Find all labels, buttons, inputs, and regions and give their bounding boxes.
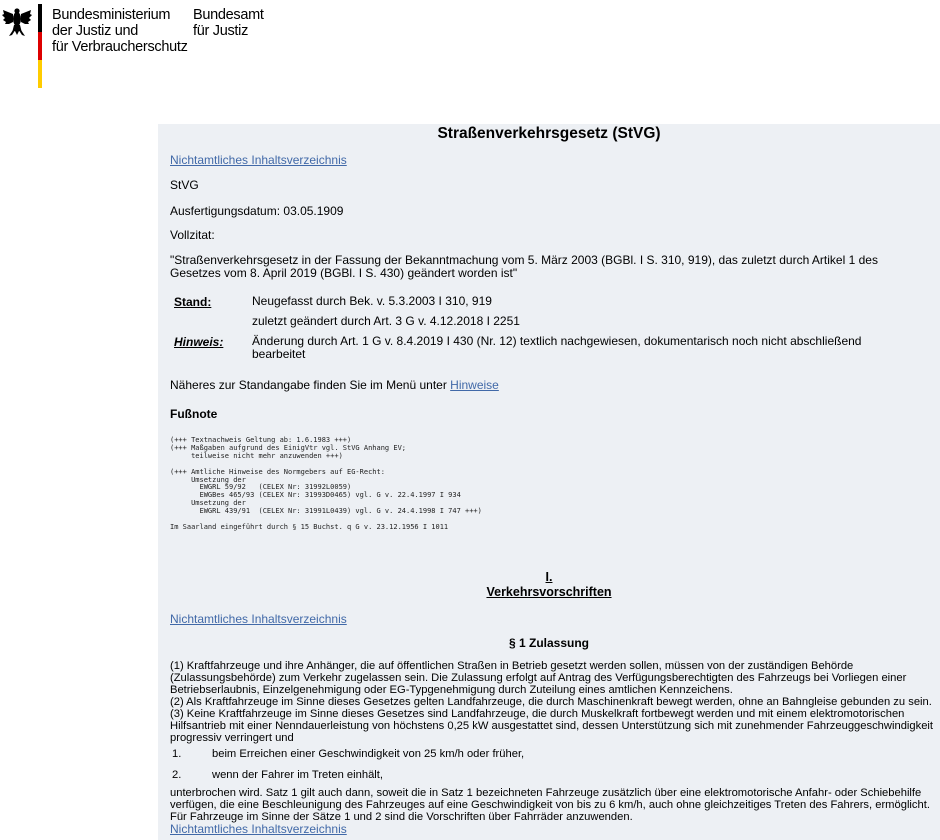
more-info-text (170, 379, 499, 392)
flag-black (38, 4, 42, 32)
ministry-line-3: für Verbraucherschutz (52, 39, 188, 55)
ministry-name (52, 7, 188, 55)
site-header (0, 0, 940, 90)
hinweis-value: Änderung durch Art. 1 G v. 8.4.2019 I 430 (Nr. 12) textlich nachgewiesen, dokumentarisch noch nicht abschließend bearbeitet (252, 334, 862, 361)
list-item-2-text: wenn der Fahrer im Treten einhält, (212, 769, 384, 781)
more-info-label: Näheres zur Standangabe finden Sie im Menü unter (170, 378, 451, 392)
toc-link-section[interactable]: Nichtamtliches Inhaltsverzeichnis (170, 612, 347, 626)
footnote-heading: Fußnote (170, 407, 218, 421)
stand-label: Stand: (174, 295, 212, 309)
paragraph-text-4: unterbrochen wird. Satz 1 gilt auch dann, soweit die in Satz 1 bezeichneten Fahrzeuge zusätzlich über eine elektromotorische Anfahr- oder Schiebehilfe verfügen, die eine Beschleunigung des Fahrzeuges auf eine Geschwindigkeit von bis zu 6 km/h, auch ohne gleichzeitiges Treten des Fahrers, ermöglicht. Für Fahrzeuge im Sinne der Sätze 1 und 2 sind die Vorschriften über Fahrräder anzuwenden. (170, 787, 930, 823)
ministry-line-1: Bundesministerium (52, 7, 171, 23)
section-name: Verkehrsvorschriften (486, 585, 612, 599)
list-item-1-number: 1. (172, 748, 182, 760)
toc-link-top[interactable]: Nichtamtliches Inhaltsverzeichnis (170, 153, 347, 167)
list-item-1-text: beim Erreichen einer Geschwindigkeit von 25 km/h oder früher, (212, 748, 525, 760)
law-content-panel (158, 124, 940, 840)
list-item-2-number: 2. (172, 769, 182, 781)
office-line-2: für Justiz (193, 23, 249, 39)
office-name (193, 7, 264, 39)
hinweis-label: Hinweis: (174, 335, 224, 349)
flag-red (38, 32, 42, 60)
hinweise-link[interactable]: Hinweise (450, 378, 499, 392)
office-line-1: Bundesamt (193, 7, 264, 23)
paragraph-text-1: (1) Kraftfahrzeuge und ihre Anhänger, die auf öffentlichen Straßen in Betrieb gesetzt werden sollen, müssen von der zuständigen Behörde (Zulassungsbehörde) zum Verkehr zugelassen sein. Die Zulassung erfolgt auf Antrag des Verfügungsberechtigten des Fahrzeugs bei Vorliegen einer Betriebserlaubnis, Einzelgenehmigung oder EG-Typgenehmigung durch Zuteilung eines amtlichen Kennzeichens. (170, 660, 907, 696)
issue-date: Ausfertigungsdatum: 03.05.1909 (170, 204, 344, 218)
law-abbreviation: StVG (170, 178, 199, 192)
paragraph-text-3: (3) Keine Kraftfahrzeuge im Sinne dieses Gesetzes sind Landfahrzeuge, die durch Muskelkraft fortbewegt werden und mit einem elektromotorischen Hilfsantrieb mit einer Nenndauerleistung von höchstens 0,25 kW ausgestattet sind, dessen Unterstützung sich mit zunehmender Fahrzeuggeschwindigkeit progressiv verringert und (170, 708, 934, 744)
paragraph-title: § 1 Zulassung (508, 636, 590, 650)
federal-eagle-icon (2, 6, 32, 38)
stand-value-1: Neugefasst durch Bek. v. 5.3.2003 I 310, 919 (252, 294, 492, 308)
paragraph-text-2: (2) Als Kraftfahrzeuge im Sinne dieses Gesetzes gelten Landfahrzeuge, die durch Maschinenkraft bewegt werden, ohne an Bahngleise gebunden zu sein. (170, 696, 932, 708)
toc-link-bottom[interactable]: Nichtamtliches Inhaltsverzeichnis (170, 822, 347, 836)
ministry-line-2: der Justiz und (52, 23, 139, 39)
footnote-block: (+++ Textnachweis Geltung ab: 1.6.1983 +++) (+++ Maßgaben aufgrund des EinigVtr vgl. StVG Anhang EV; teilweise nicht mehr anzuwenden +++) (+++ Amtliche Hinweise des Normgebers auf EG-Recht: Umsetzung der EWGRL 59/92 (CELEX Nr: 31992L0059) EWGBes 465/93 (CELEX Nr: 31993D0465) vgl. G v. 22.4.1997 I 934 Umsetzung der EWGRL 439/91 (CELEX Nr: 31991L0439) vgl. G v. 24.4.1998 I 747 +++) Im Saarland eingeführt durch § 15 Buchst. q G v. 23.12.1956 I 1011 (170, 436, 482, 531)
flag-gold (38, 60, 42, 88)
stand-value-2: zuletzt geändert durch Art. 3 G v. 4.12.2018 I 2251 (252, 314, 520, 328)
citation-text: "Straßenverkehrsgesetz in der Fassung der Bekanntmachung vom 5. März 2003 (BGBl. I S. 310, 919), das zuletzt durch Artikel 1 des Gesetzes vom 8. April 2019 (BGBl. I S. 430) geändert worden ist" (170, 253, 878, 280)
section-number: I. (545, 570, 553, 584)
law-title: Straßenverkehrsgesetz (StVG) (437, 125, 661, 142)
citation-label: Vollzitat: (170, 228, 215, 242)
flag-stripe (38, 4, 42, 88)
